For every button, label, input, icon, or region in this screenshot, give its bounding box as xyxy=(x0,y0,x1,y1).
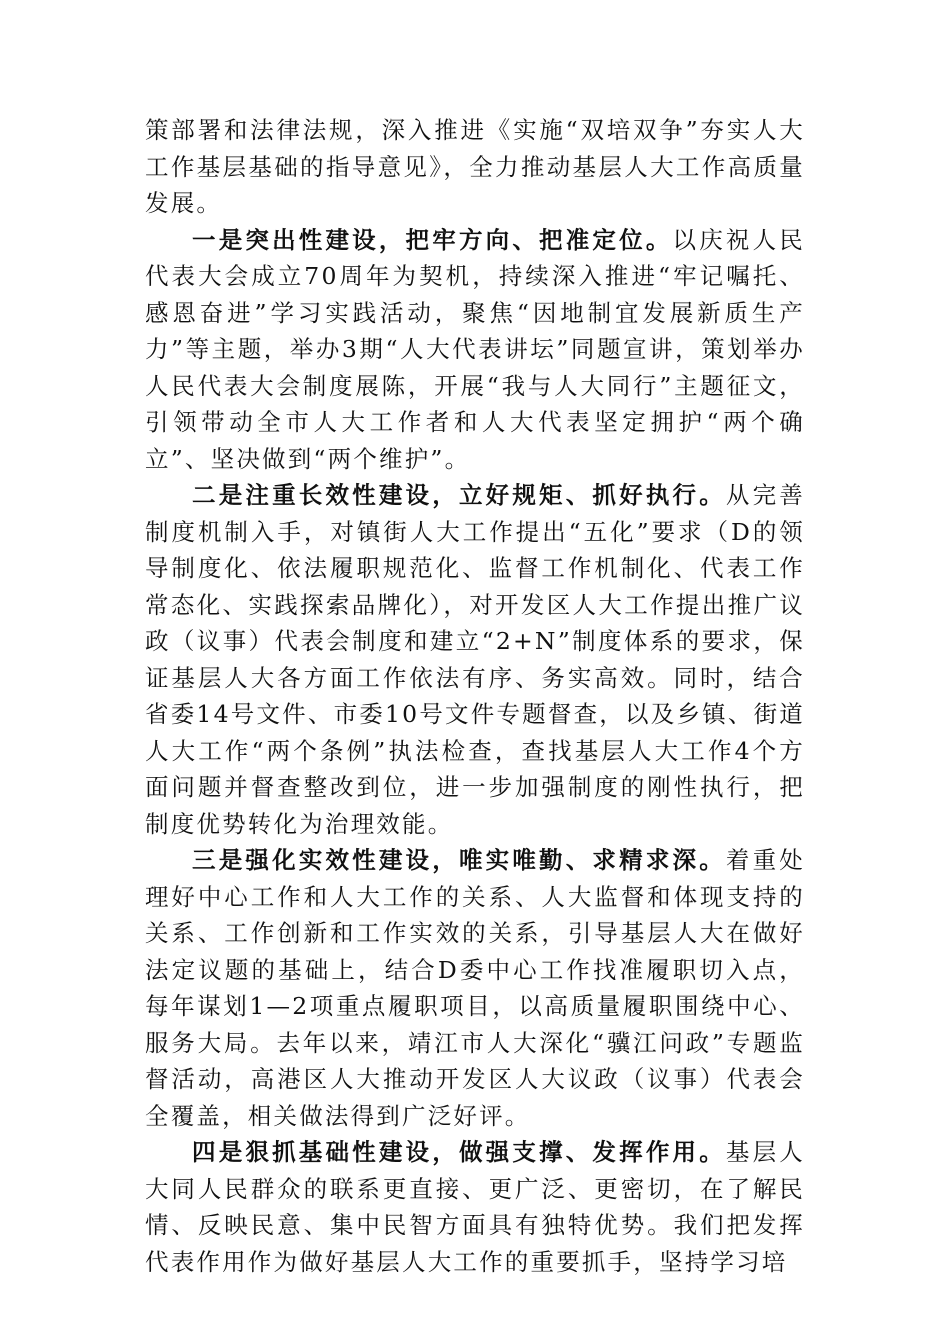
paragraph-text: 从完善制度机制入手，对镇街人大工作提出“五化”要求（D的领导制度化、依法履职规范化、监督工作机制化、代表工作常态化、实践探索品牌化），对开发区人大工作提出推广议政（议事）代表会制度和建立“2+N”制度体系的要求，保证基层人大各方面工作依法有序、务实高效。同时，结合省委14号文件、市委10号文件专题督查，以及乡镇、街道人大工作“两个条例”执法检查，查找基层人大工作4个方面问题并督查整改到位，进一步加强制度的刚性执行，把制度优势转化为治理效能。 xyxy=(145,481,805,838)
paragraph-point-two xyxy=(145,477,805,842)
paragraph-heading: 一是突出性建设，把牢方向、把准定位。 xyxy=(192,225,673,254)
paragraph-heading: 三是强化实效性建设，唯实唯勤、求精求深。 xyxy=(192,846,726,874)
paragraph-point-four xyxy=(145,1134,805,1280)
paragraph-text: 以庆祝人民代表大会成立70周年为契机，持续深入推进“牢记嘱托、感恩奋进”学习实践活动，聚焦“因地制宜发展新质生产力”等主题，举办3期“人大代表讲坛”同题宣讲，策划举办人民代表大会制度展陈，开展“我与人大同行”主题征文，引领带动全市人大工作者和人大代表坚定拥护“两个确立”、坚决做到“两个维护”。 xyxy=(145,225,805,473)
paragraph-point-one xyxy=(145,222,805,478)
paragraph-text: 基层人大同人民群众的联系更直接、更广泛、更密切，在了解民情、反映民意、集中民智方面具有独特优势。我们把发挥代表作用作为做好基层人大工作的重要抓手，坚持学习培 xyxy=(145,1138,805,1276)
paragraph-text: 着重处理好中心工作和人大工作的关系、人大监督和体现支持的关系、工作创新和工作实效的关系，引导基层人大在做好法定议题的基础上，结合D委中心工作找准履职切入点，每年谋划1—2项重点履职项目，以高质量履职围绕中心、服务大局。去年以来，靖江市人大深化“骥江问政”专题监督活动，高港区人大推动开发区人大议政（议事）代表会全覆盖，相关做法得到广泛好评。 xyxy=(145,846,805,1130)
paragraph-text: 策部署和法律法规，深入推进《实施“双培双争”夯实人大工作基层基础的指导意见》，全力推动基层人大工作高质量发展。 xyxy=(145,116,805,217)
paragraph-heading: 二是注重长效性建设，立好规矩、抓好执行。 xyxy=(192,481,726,509)
paragraph-point-three xyxy=(145,842,805,1134)
paragraph-heading: 四是狠抓基础性建设，做强支撑、发挥作用。 xyxy=(192,1138,726,1166)
document-body xyxy=(145,112,805,1280)
paragraph-intro-continuation xyxy=(145,112,805,222)
